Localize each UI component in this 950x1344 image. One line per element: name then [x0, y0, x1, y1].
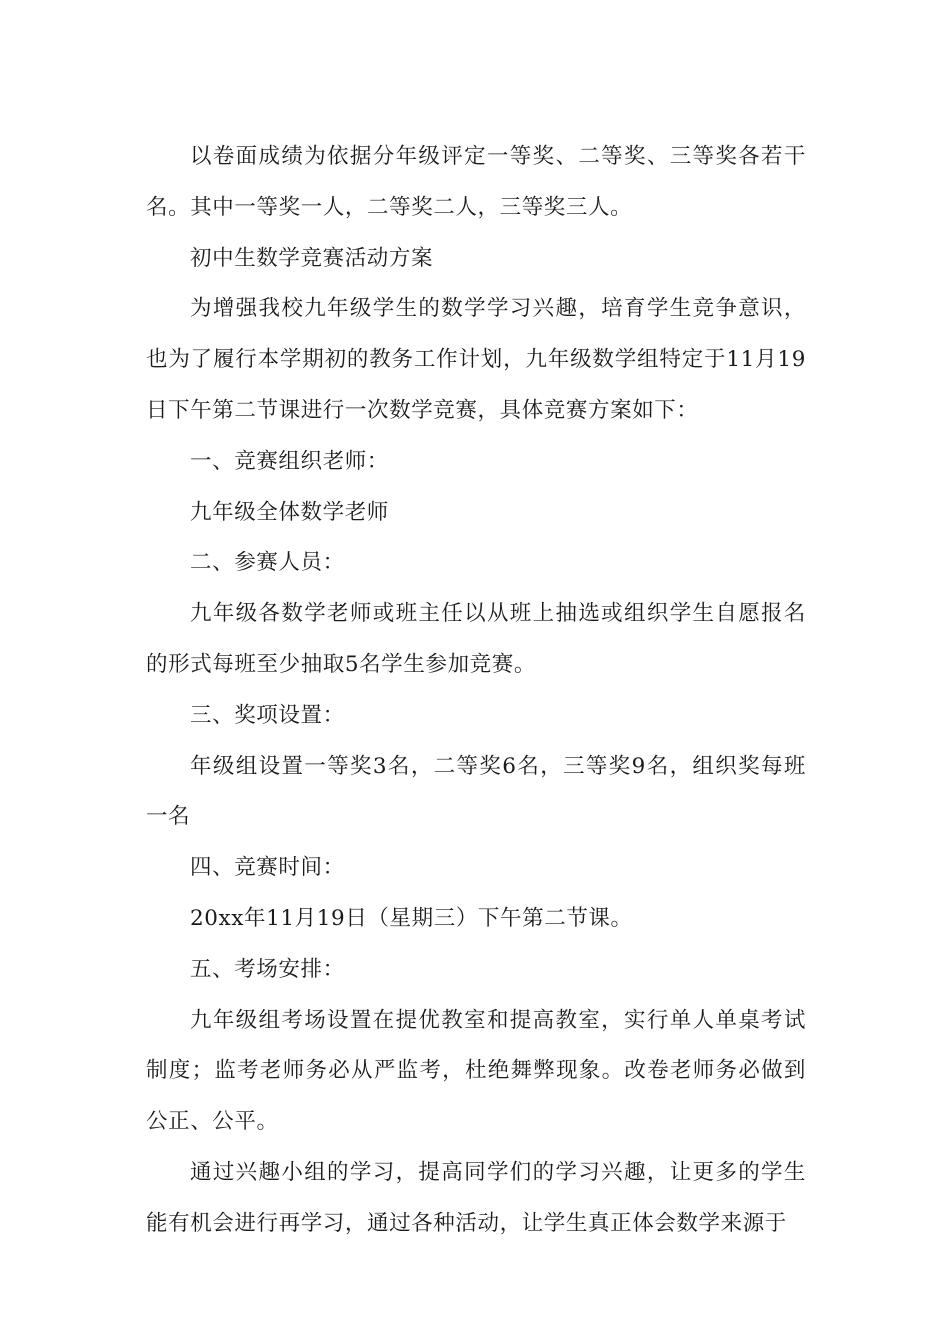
paragraph-award-criteria: 以卷面成绩为依据分年级评定一等奖、二等奖、三等奖各若干名。其中一等奖一人，二等奖二人，三等奖三人。	[146, 144, 806, 220]
heading-awards: 三、奖项设置：	[190, 702, 345, 728]
paragraph-exam-room: 九年级组考场设置在提优教室和提高教室，实行单人单桌考试制度；监考老师务必从严监考，杜绝舞弊现象。改卷老师务必做到公正、公平。	[146, 1007, 806, 1135]
heading-time: 四、竞赛时间：	[190, 855, 345, 881]
paragraph-awards: 年级组设置一等奖3名，二等奖6名，三等奖9名，组织奖每班一名	[146, 753, 806, 830]
paragraph-time: 20xx年11月19日（星期三）下午第二节课。	[190, 905, 633, 931]
paragraph-plan-title: 初中生数学竞赛活动方案	[190, 245, 434, 271]
document-body	[146, 132, 806, 1250]
paragraph-organizers: 九年级全体数学老师	[190, 499, 389, 525]
heading-participants: 二、参赛人员：	[190, 550, 345, 576]
heading-organizers: 一、竞赛组织老师：	[190, 448, 389, 474]
paragraph-interest-group: 通过兴趣小组的学习，提高同学们的学习兴趣，让更多的学生能有机会进行再学习，通过各种活动，让学生真正体会数学来源于	[146, 1159, 806, 1236]
paragraph-participants: 九年级各数学老师或班主任以从班上抽选或组织学生自愿报名的形式每班至少抽取5名学生参加竞赛。	[146, 601, 806, 677]
heading-exam-room: 五、考场安排：	[190, 956, 345, 982]
paragraph-intro: 为增强我校九年级学生的数学学习兴趣，培育学生竞争意识，也为了履行本学期初的教务工作计划，九年级数学组特定于11月19日下午第二节课进行一次数学竞赛，具体竞赛方案如下：	[146, 296, 806, 423]
